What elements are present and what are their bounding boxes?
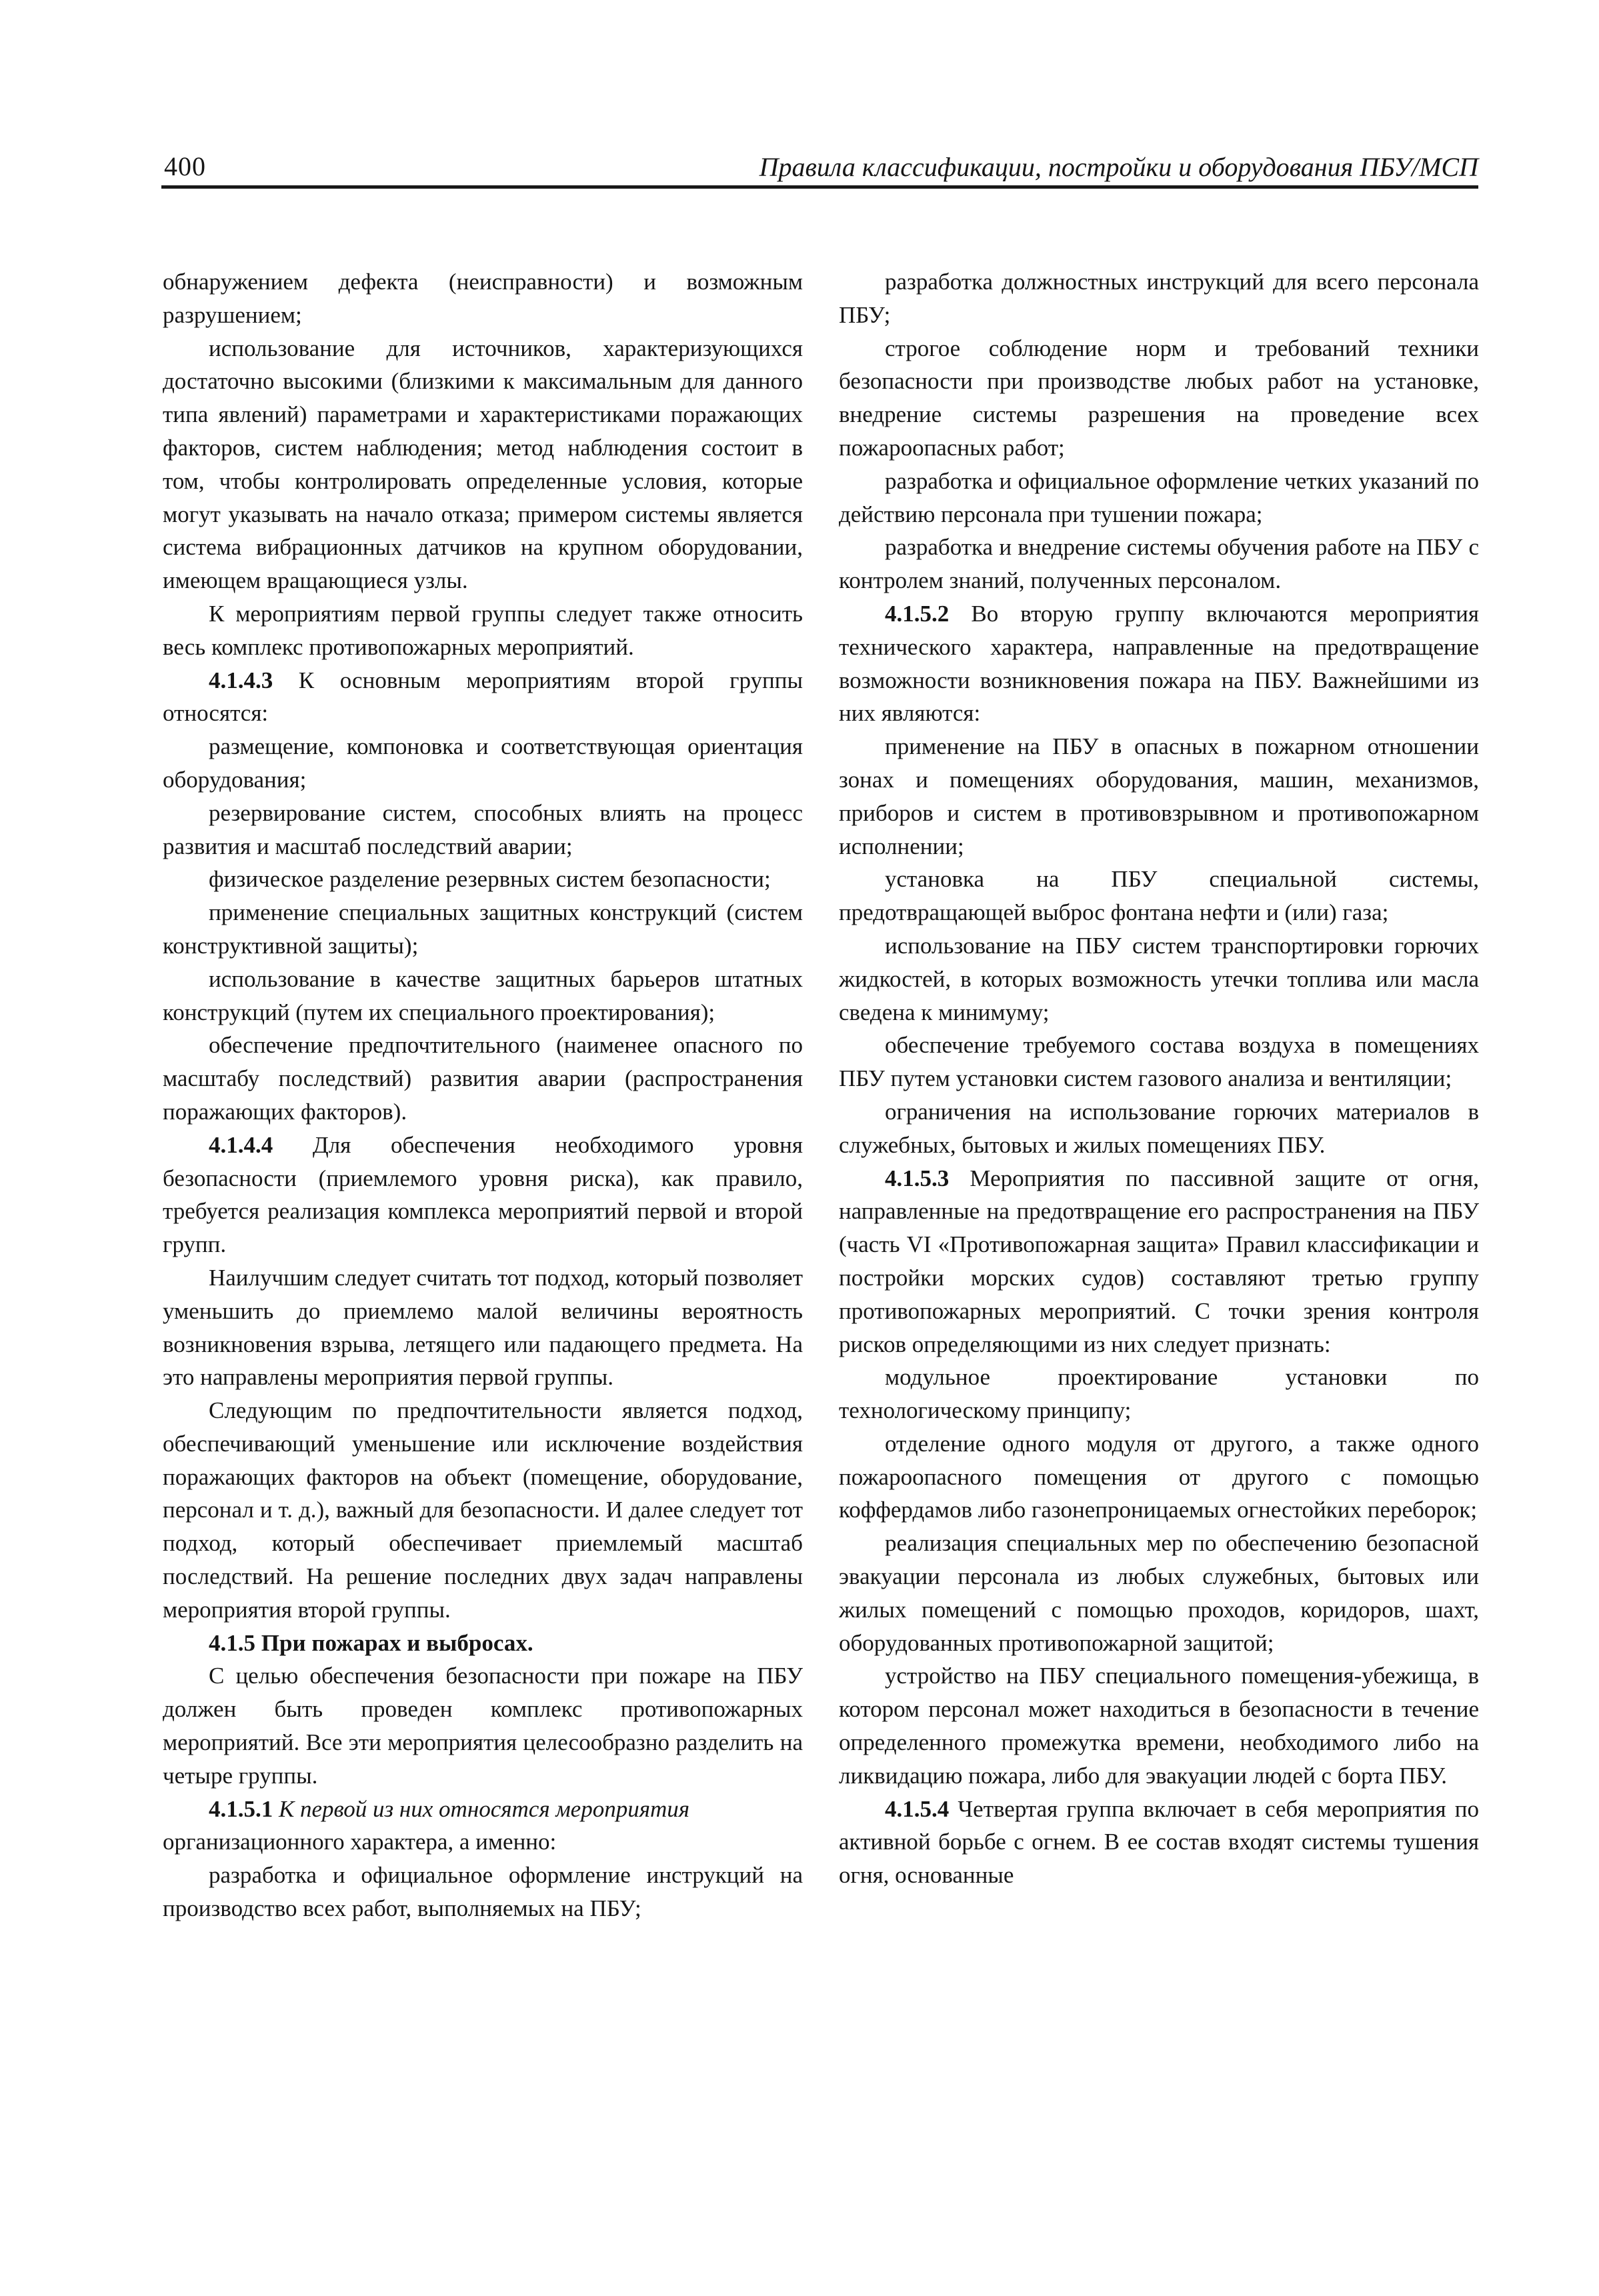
paragraph [163,1394,803,1627]
paragraph-text: разработка и внедрение системы обучения работе на ПБУ с контролем знаний, полученных персоналом. [839,534,1479,594]
paragraph [163,1793,803,1826]
running-header [161,148,1478,189]
paragraph [839,1793,1479,1892]
paragraph-text: использование на ПБУ систем транспортировки горючих жидкостей, в которых возможность утечки топлива или масла сведена к минимуму; [839,932,1479,1025]
paragraph [839,730,1479,863]
paragraph-text: Наилучшим следует считать тот подход, который позволяет уменьшить до приемлемо малой величины вероятность возникновения взрыва, летящего или падающего предмета. На это направлены мероприятия первой группы. [163,1264,803,1391]
paragraph [163,1029,803,1128]
paragraph-text: резервирование систем, способных влиять на процесс развития и масштаб последствий аварии; [163,799,803,859]
paragraph-text: С целью обеспечения безопасности при пожаре на ПБУ должен быть проведен комплекс противопожарных мероприятий. Все эти мероприятия целесообразно разделить на четыре группы. [163,1663,803,1789]
paragraph [163,730,803,797]
left-column [163,265,803,1925]
paragraph [839,1527,1479,1659]
paragraph-text: К первой из них относятся мероприятия [273,1795,690,1822]
paragraph [839,1095,1479,1162]
paragraph [163,597,803,664]
paragraph [163,332,803,597]
paragraph-text: размещение, компоновка и соответствующая ориентация оборудования; [163,733,803,793]
paragraph-text: отделение одного модуля от другого, а также одного пожароопасного помещения от другого с помощью коффердамов либо газонепроницаемых огнестойких переборок; [839,1430,1479,1523]
paragraph [839,929,1479,1029]
right-column [839,265,1479,1892]
clause-number: 4.1.5.4 [885,1795,950,1822]
paragraph [163,1659,803,1792]
paragraph [839,863,1479,929]
paragraph [839,1361,1479,1427]
paragraph [839,1427,1479,1527]
paragraph [163,664,803,731]
paragraph [839,1162,1479,1361]
paragraph-text: устройство на ПБУ специального помещения-убежища, в котором персонал может находиться в безопасности в течение определенного промежутка времени, необходимого либо на ликвидацию пожара, либо для эвакуации людей с борта ПБУ. [839,1663,1479,1789]
paragraph-text: организационного характера, а именно: [163,1829,557,1855]
clause-number: 4.1.5.3 [885,1165,950,1191]
paragraph [163,1825,803,1859]
paragraph-text: установка на ПБУ специальной системы, предотвращающей выброс фонтана нефти и (или) газа; [839,866,1479,926]
paragraph [839,597,1479,730]
paragraph [839,332,1479,465]
clause-number: 4.1.5.2 [885,600,950,627]
paragraph-text: Четвертая группа включает в себя мероприятия по активной борьбе с огнем. В ее состав входят системы тушения огня, основанные [839,1795,1479,1889]
paragraph [163,1859,803,1925]
paragraph-text: разработка и официальное оформление инструкций на производство всех работ, выполняемых на ПБУ; [163,1862,803,1922]
paragraph [163,963,803,1029]
running-title: Правила классификации, постройки и оборудования ПБУ/МСП [759,152,1478,182]
paragraph [839,1029,1479,1095]
paragraph-text: физическое разделение резервных систем безопасности; [209,866,771,893]
paragraph [839,465,1479,531]
paragraph-text: 4.1.5 При пожарах и выбросах. [209,1629,533,1656]
paragraph-text: разработка и официальное оформление четких указаний по действию персонала при тушении пожара; [839,467,1479,527]
paragraph-text: Для обеспечения необходимого уровня безопасности (приемлемого уровня риска), как правило, требуется реализация комплекса мероприятий первой и второй групп. [163,1131,803,1258]
paragraph-text: Во вторую группу включаются мероприятия технического характера, направленные на предотвращение возможности возникновения пожара на ПБУ. Важнейшими из них являются: [839,600,1479,727]
paragraph-text: ограничения на использование горючих материалов в служебных, бытовых и жилых помещениях ПБУ. [839,1098,1479,1158]
paragraph [163,896,803,963]
paragraph-text: использование для источников, характеризующихся достаточно высокими (близкими к максимальным для данного типа явлений) параметрами и характеристиками поражающих факторов, систем наблюдения; метод наблюдения состоит в том, чтобы контролировать определенные условия, которые могут указывать на начало отказа; примером системы является система вибрационных датчиков на крупном оборудовании, имеющем вращающиеся узлы. [163,335,803,594]
paragraph-text: обнаружением дефекта (неисправности) и возможным разрушением; [163,269,803,328]
paragraph-text: К основным мероприятиям второй группы относятся: [163,667,803,727]
paragraph-text: применение специальных защитных конструкций (систем конструктивной защиты); [163,899,803,959]
paragraph-text: обеспечение предпочтительного (наименее опасного по масштабу последствий) развития аварии (распространения поражающих факторов). [163,1032,803,1125]
paragraph-text: разработка должностных инструкций для всего персонала ПБУ; [839,269,1479,328]
paragraph-text: Мероприятия по пассивной защите от огня, направленные на предотвращение его распространения на ПБУ (часть VI «Противопожарная защита» Правил классификации и постройки морских судов) составляют третью группу противопожарных мероприятий. С точки зрения контроля рисков определяющими из них следует признать: [839,1165,1479,1357]
clause-number: 4.1.4.4 [209,1131,273,1158]
paragraph-text: использование в качестве защитных барьеров штатных конструкций (путем их специального проектирования); [163,965,803,1025]
paragraph [163,1627,803,1660]
paragraph-text: строгое соблюдение норм и требований техники безопасности при производстве любых работ на установке, внедрение системы разрешения на проведение всех пожароопасных работ; [839,335,1479,461]
paragraph-text: применение на ПБУ в опасных в пожарном отношении зонах и помещениях оборудования, машин, механизмов, приборов и систем в противовзрывном и противопожарном исполнении; [839,733,1479,859]
paragraph [163,863,803,896]
paragraph [163,1129,803,1261]
paragraph [163,1261,803,1394]
paragraph-text: обеспечение требуемого состава воздуха в помещениях ПБУ путем установки систем газового анализа и вентиляции; [839,1032,1479,1092]
paragraph-text: К мероприятиям первой группы следует также относить весь комплекс противопожарных мероприятий. [163,600,803,660]
page-number: 400 [164,151,206,181]
paragraph [839,265,1479,332]
clause-number: 4.1.5.1 [209,1795,273,1822]
paragraph [839,1659,1479,1792]
paragraph [163,797,803,863]
paragraph [839,531,1479,597]
paragraph [163,265,803,332]
paragraph-text: реализация специальных мер по обеспечению безопасной эвакуации персонала из любых служебных, бытовых или жилых помещений с помощью проходов, коридоров, шахт, оборудованных противопожарной защитой; [839,1530,1479,1656]
clause-number: 4.1.4.3 [209,667,273,693]
paragraph-text: Следующим по предпочтительности является подход, обеспечивающий уменьшение или исключение воздействия поражающих факторов на объект (помещение, оборудование, персонал и т. д.), важный для безопасности. И далее следует тот подход, который обеспечивает приемлемый масштаб последствий. На решение последних двух задач направлены мероприятия второй группы. [163,1397,803,1623]
paragraph-text: модульное проектирование установки по технологическому принципу; [839,1364,1479,1424]
